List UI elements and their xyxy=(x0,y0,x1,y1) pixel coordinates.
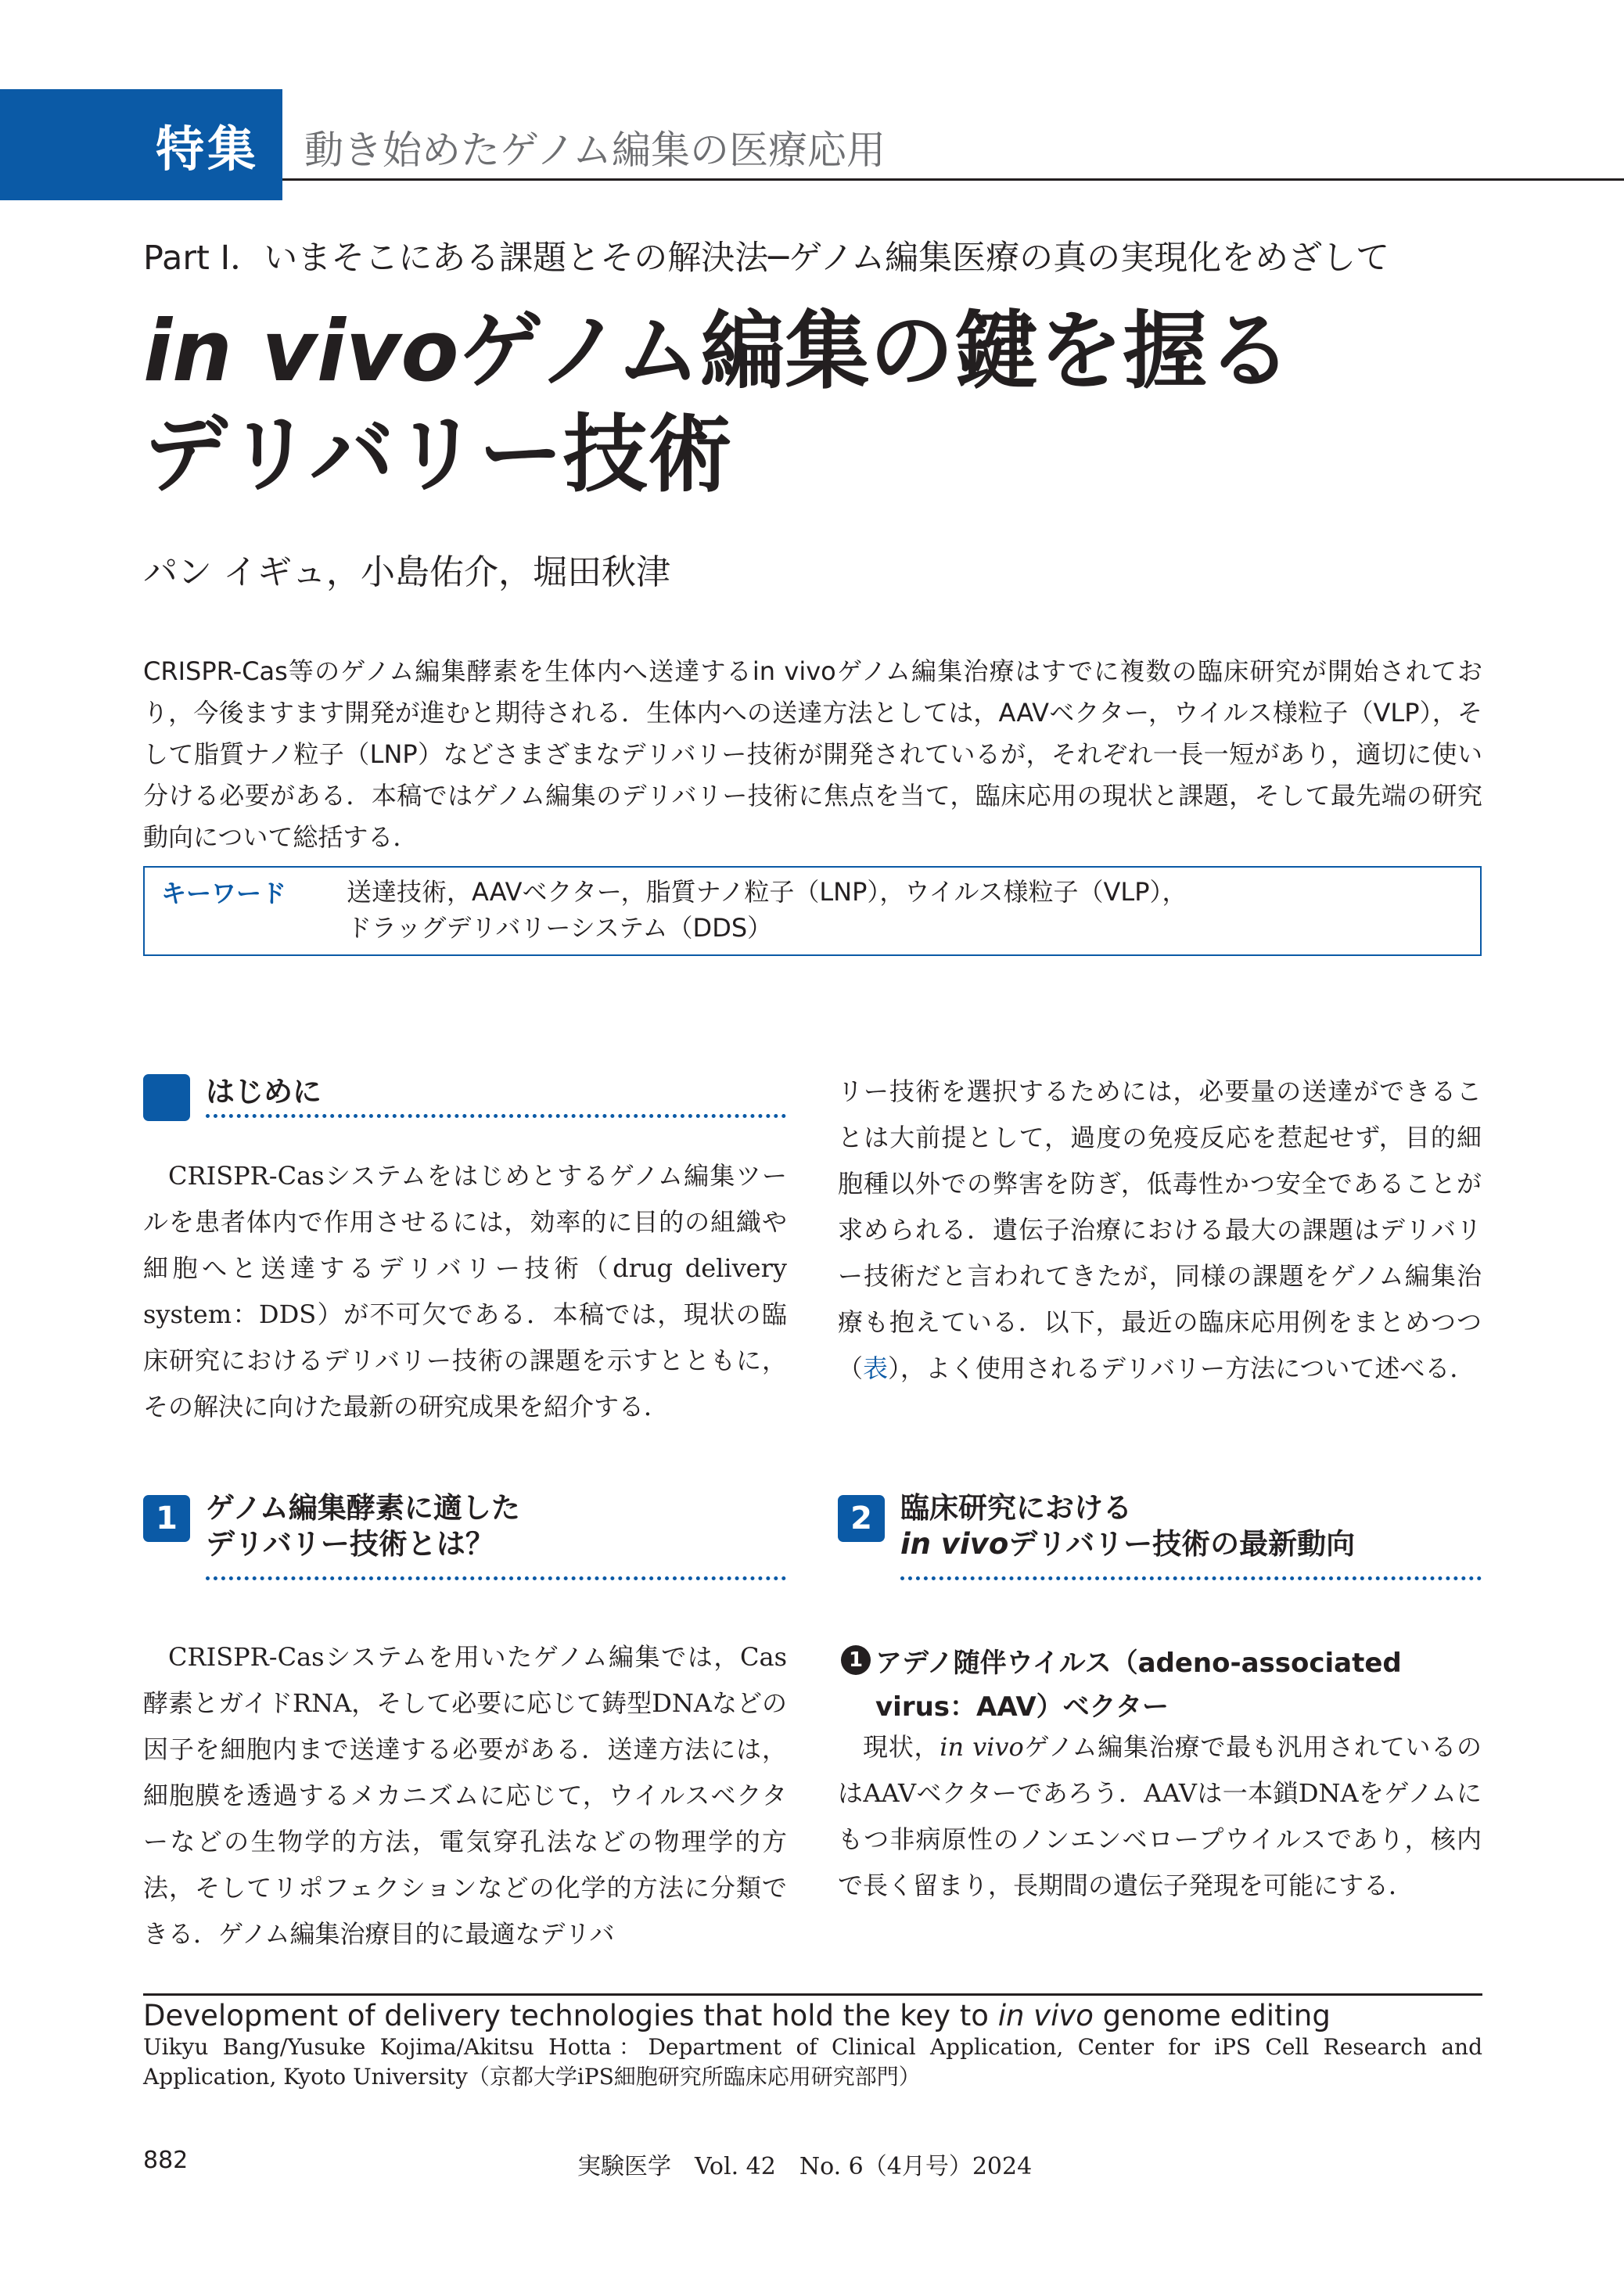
section-title-1-line1: ゲノム編集酵素に適した xyxy=(206,1491,520,1525)
author-affiliation: Uikyu Bang/Yusuke Kojima/Akitsu Hotta：Department of Clinical Application, Center for iPS Cell Research and Application, Kyoto University（京都大学iPS細胞研究所臨床応用研究部門） xyxy=(143,2034,1482,2090)
authors: パン イギュ，小島佑介，堀田秋津 xyxy=(143,552,670,592)
subsection-text-b: ゲノム編集治療で最も汎用されているのはAAVベクターであろう．AAVは一本鎖DNAをゲノムにもつ非病原性のノンエンベロープウイルスであり，核内で長く留まり，長期間の遺伝子発現を可能にする． xyxy=(838,1732,1482,1900)
col2-text-a: リー技術を選択するためには，必要量の送達ができることは大前提として，過度の免疫反応を惹起せず，目的細胞種以外での弊害を防ぎ，低毒性かつ安全であることが求められる．遺伝子治療における最大の課題はデリバリー技術だと言われてきたが，同様の課題をゲノム編集治療も抱えている．以下，最近の臨床応用例をまとめつつ（ xyxy=(838,1076,1482,1383)
col2-paragraph xyxy=(838,1069,1482,1392)
section-title-1 xyxy=(206,1490,520,1562)
intro-paragraph: CRISPR-Casシステムをはじめとするゲノム編集ツールを患者体内で作用させるには，効率的に目的の組織や細胞へと送達するデリバリー技術（drug delivery system：DDS）が不可欠である．本稿では，現状の臨床研究におけるデリバリー技術の課題を示すとともに，その解決に向けた最新の研究成果を紹介する． xyxy=(143,1161,787,1421)
en-title-a: Development of delivery technologies that hold the key to xyxy=(143,1999,998,2032)
keywords-line2: ドラッグデリバリーシステム（DDS） xyxy=(347,913,773,943)
section-underline xyxy=(206,1114,786,1118)
section-title-1-line2: デリバリー技術とは？ xyxy=(206,1527,494,1561)
keywords-label: キーワード xyxy=(161,879,287,908)
col2-text-b: ），よく使用されるデリバリー方法について述べる． xyxy=(888,1353,1475,1383)
section-1-body xyxy=(143,1634,787,1957)
section-title-intro: はじめに xyxy=(206,1075,322,1109)
section-1-paragraph: CRISPR-Casシステムを用いたゲノム編集では，Cas酵素とガイドRNA，そして必要に応じて鋳型DNAなどの因子を細胞内まで送達する必要がある．送達方法には，細胞膜を透過するメカニズムに応じて，ウイルスベクターなどの生物学的方法，電気穿孔法などの物理学的方法，そしてリポフェクションなどの化学的方法に分類できる．ゲノム編集治療目的に最適なデリバ xyxy=(143,1642,788,1949)
subsection-paragraph xyxy=(838,1724,1482,1909)
en-title-b: genome editing xyxy=(1093,1999,1331,2032)
section-title-2-line2 xyxy=(900,1526,1355,1562)
part-subtitle: Part Ⅰ．いまそこにある課題とその解決法─ゲノム編集医療の真の実現化をめざして xyxy=(143,239,1390,278)
subsection-number-icon: 1 xyxy=(841,1645,871,1675)
section-square-icon xyxy=(143,1074,190,1121)
title-italic: in vivo xyxy=(143,303,459,401)
article-title-line2: デリバリー技術 xyxy=(143,406,732,504)
section-underline xyxy=(900,1576,1482,1580)
title-rest: ゲノム編集の鍵を握る xyxy=(458,303,1292,401)
english-title xyxy=(143,1999,1331,2032)
keywords-line1: 送達技術，AAVベクター，脂質ナノ粒子（LNP），ウイルス様粒子（VLP）， xyxy=(347,877,1187,907)
section-title-2-line1: 臨床研究における xyxy=(900,1491,1132,1525)
feature-tag: 特集 xyxy=(155,120,259,178)
subsection-text-a: 現状， xyxy=(863,1732,940,1762)
section-title-2 xyxy=(900,1490,1355,1562)
abstract xyxy=(143,651,1482,858)
keywords-text xyxy=(347,874,1442,946)
section-number-badge: 2 xyxy=(838,1495,885,1542)
abstract-text: CRISPR-Cas等のゲノム編集酵素を生体内へ送達するin vivoゲノム編集治療はすでに複数の臨床研究が開始されており，今後ますます開発が進むと期待される．生体内への送達方法としては，AAVベクター，ウイルス様粒子（VLP），そして脂質ナノ粒子（LNP）などさまざまなデリバリー技術が開発されているが，それぞれ一長一短があり，適切に使い分ける必要がある．本稿ではゲノム編集のデリバリー技術に焦点を当て，臨床応用の現状と課題，そして最先端の研究動向について総括する． xyxy=(143,656,1482,852)
title-rest: デリバリー技術の最新動向 xyxy=(1008,1527,1356,1561)
col2-continuation xyxy=(838,1069,1482,1392)
section-number-badge: 1 xyxy=(143,1495,190,1542)
title-italic: in vivo xyxy=(900,1527,1009,1561)
footer-rule xyxy=(143,1993,1482,1996)
header-rule xyxy=(282,178,1624,181)
subsection-body xyxy=(838,1724,1482,1909)
feature-series-title: 動き始めたゲノム編集の医療応用 xyxy=(304,128,886,173)
intro-body xyxy=(143,1153,787,1430)
page-number: 882 xyxy=(143,2147,189,2174)
subsection-italic: in vivo xyxy=(940,1732,1024,1762)
section-underline xyxy=(206,1576,786,1580)
en-title-italic: in vivo xyxy=(997,1999,1094,2032)
article-title-line1 xyxy=(143,303,1292,401)
table-reference-link[interactable]: 表 xyxy=(863,1353,889,1383)
subsection-title: アデノ随伴ウイルス（adeno-associated virus：AAV）ベクター xyxy=(875,1648,1402,1723)
journal-citation: 実験医学 Vol. 42 No. 6（4月号）2024 xyxy=(577,2153,1033,2180)
